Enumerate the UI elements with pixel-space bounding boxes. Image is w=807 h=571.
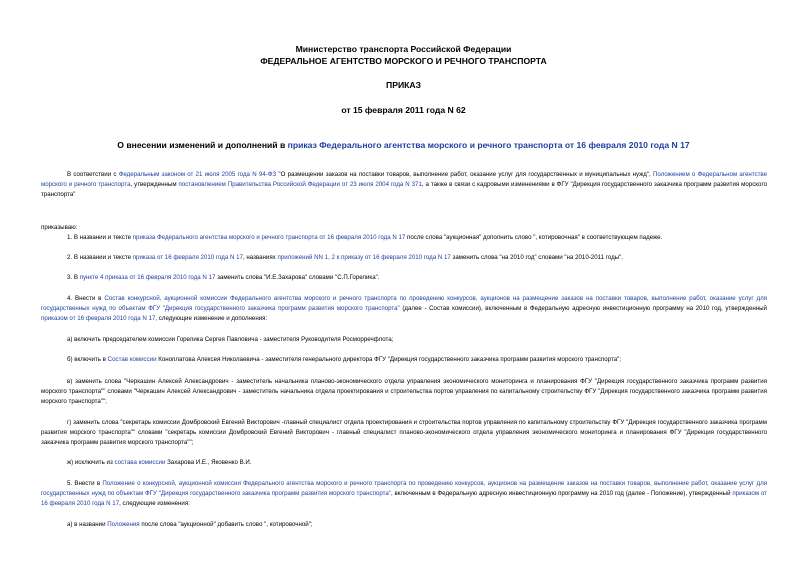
item-5-regulation-link[interactable]: Положение о конкурсной, аукционной комиссии Федерального агентства морского и речного транспорта по проведению конкурсов, аукционов на размещение заказов на поставки товаров, выполнение работ, оказание услуг для государственных нужд по объектам ФГУ "Дирекция государственного заказчика программ развития морского транспорта" <box>41 480 767 497</box>
subitem-b <box>41 355 767 365</box>
subitem-a2-text-1: а) в названии <box>67 521 108 528</box>
subitem-b-text-2: Коноплатова Алексея Николаевича - заместителя генерального директора ФГУ "Дирекция государственного заказчика программ развития морского транспорта"; <box>156 356 621 363</box>
item-3-text-2: заменить слова "И.Е.Захарова" словами "С.П.Горелика". <box>215 274 380 281</box>
item-1-order-link[interactable]: приказа Федерального агентства морского и речного транспорта от 16 февраля 2010 года N 17 <box>132 234 406 241</box>
subitem-v: в) заменить слова "Черкашин Алексей Александрович - заместитель начальника планово-экономического отдела управления экономического мониторинга и планирования ФГУ "Дирекция государственного заказчика программ развития морского транспорта"" словами "Черкашин Алексей Александрович - заместитель начальника отдела проектирования и строительства портов управления по капитальному строительству ФГУ "Дирекция государственного заказчика программ развития морского транспорта""; <box>41 378 767 405</box>
subitem-zh <box>41 458 767 468</box>
ministry-name: Министерство транспорта Российской Федерации <box>295 44 512 54</box>
title-prefix: О внесении изменений и дополнений в <box>117 140 288 150</box>
item-3-clause-link[interactable]: пункте 4 приказа от 16 февраля 2010 года N 17 <box>79 274 216 281</box>
item-4-text-1: 4. Внести в <box>67 295 105 302</box>
subitem-zh-text-2: Захарова И.Е., Яковенко В.И. <box>165 459 252 466</box>
item-4-commission-link[interactable]: Состав конкурсной, аукционной комиссии Федерального агентства морского и речного транспорта по проведению конкурсов, аукционов на размещение заказов на поставки товаров, выполнение работ, оказание услуг для государственных нужд по объектам ФГУ "Дирекция государственного заказчика программ развития морского транспорта" <box>41 295 768 312</box>
subitem-zh-commission-link[interactable]: состава комиссии <box>114 459 166 466</box>
document-title <box>0 140 807 150</box>
item-2 <box>41 253 767 263</box>
subitem-b-text-1: б) включить в <box>67 356 108 363</box>
subitem-b-commission-link[interactable]: Состав комиссии <box>107 356 157 363</box>
subitem-a2-text-2: после слова "аукционной" добавить слово ", котировочной"; <box>139 521 313 528</box>
subitem-a2-regulation-link[interactable]: Положения <box>107 521 140 528</box>
item-4-text-3: , следующие изменение и дополнения: <box>155 315 268 322</box>
item-1-text-2: после слова "аукционная" дополнить слово ", котировочная" в соответствующем падеже. <box>405 234 663 241</box>
government-resolution-link[interactable]: постановлением Правительства Российской Федерации от 23 июля 2004 года N 371 <box>178 181 422 188</box>
item-5-text-1: 5. Внести в <box>67 480 103 487</box>
subitem-a: а) включить председателем комиссии Горелика Сергея Павловича - заместителя Руководителя Росморречфлота; <box>67 336 394 343</box>
item-5-text-2: , включенным в Федеральную адресную инвестиционную программу на 2010 год (далее - Положение), утвержденный <box>390 490 733 497</box>
title-order-link[interactable]: приказ Федерального агентства морского и речного транспорта от 16 февраля 2010 года N 17 <box>287 140 690 150</box>
subitem-a2 <box>41 520 767 530</box>
item-5-order-link[interactable]: приказом от 16 февраля 2010 года N 17 <box>41 490 767 507</box>
item-4-text-2: (далее - Состав комиссии), включенным в Федеральную адресную инвестиционную программу на 2010 год, утвержденный <box>399 305 767 312</box>
item-2-text-1: 2. В названии и тексте <box>67 254 133 261</box>
item-1 <box>41 233 767 243</box>
federal-law-link[interactable]: Федеральным законом от 21 июля 2005 года N 94-ФЗ <box>118 171 277 178</box>
decree-word: приказываю: <box>41 224 78 231</box>
document-date: от 15 февраля 2011 года N 62 <box>341 105 466 115</box>
preamble-text-1: В соответствии с <box>67 171 119 178</box>
agency-regulation-link[interactable]: Положением о Федеральном агентстве морского и речного транспорта <box>41 171 767 188</box>
agency-name: ФЕДЕРАЛЬНОЕ АГЕНТСТВО МОРСКОГО И РЕЧНОГО ТРАНСПОРТА <box>260 56 547 66</box>
item-2-text-2: , названиях <box>242 254 278 261</box>
preamble-text-3: , утвержденным <box>130 181 179 188</box>
preamble-text-2: "О размещении заказов на поставки товаров, выполнение работ, оказание услуг для государственных и муниципальных нужд", <box>276 171 654 178</box>
preamble-paragraph <box>41 170 767 200</box>
item-2-text-3: заменить слова "на 2010 год" словами "на 2010-2011 годы". <box>450 254 623 261</box>
item-3-text-1: 3. В <box>67 274 80 281</box>
subitem-zh-text-1: ж) исключить из <box>67 459 115 466</box>
item-1-text-1: 1. В названии и тексте <box>67 234 133 241</box>
item-4-order-link[interactable]: приказом от 16 февраля 2010 года N 17 <box>41 315 156 322</box>
item-5-text-3: , следующие изменения: <box>119 500 190 507</box>
item-5 <box>41 479 767 509</box>
preamble-text-4: , а также в связи с кадровыми изменениями в ФГУ "Дирекция государственного заказчика программ развития морского транспорта" <box>41 181 767 198</box>
subitem-g: г) заменить слова "секретарь комиссии Домбровский Евгений Викторович -главный специалист отдела проектирования и строительства портов управления по капитальному строительству ФГУ "Дирекция государственного заказчика программ развития морского транспорта"" словами "секретарь комиссии Домбровский Евгений Викторович - главный специалист планово-экономического отдела управления экономического мониторинга и планирования ФГУ "Дирекция государственного заказчика программ развития морского транспорта""; <box>41 419 767 446</box>
item-3 <box>41 273 767 283</box>
item-2-order-link[interactable]: приказа от 16 февраля 2010 года N 17 <box>132 254 243 261</box>
item-2-appendix-link[interactable]: приложений NN 1, 2 к приказу от 16 февраля 2010 года N 17 <box>277 254 451 261</box>
item-4 <box>41 294 767 324</box>
document-type: ПРИКАЗ <box>386 80 421 90</box>
